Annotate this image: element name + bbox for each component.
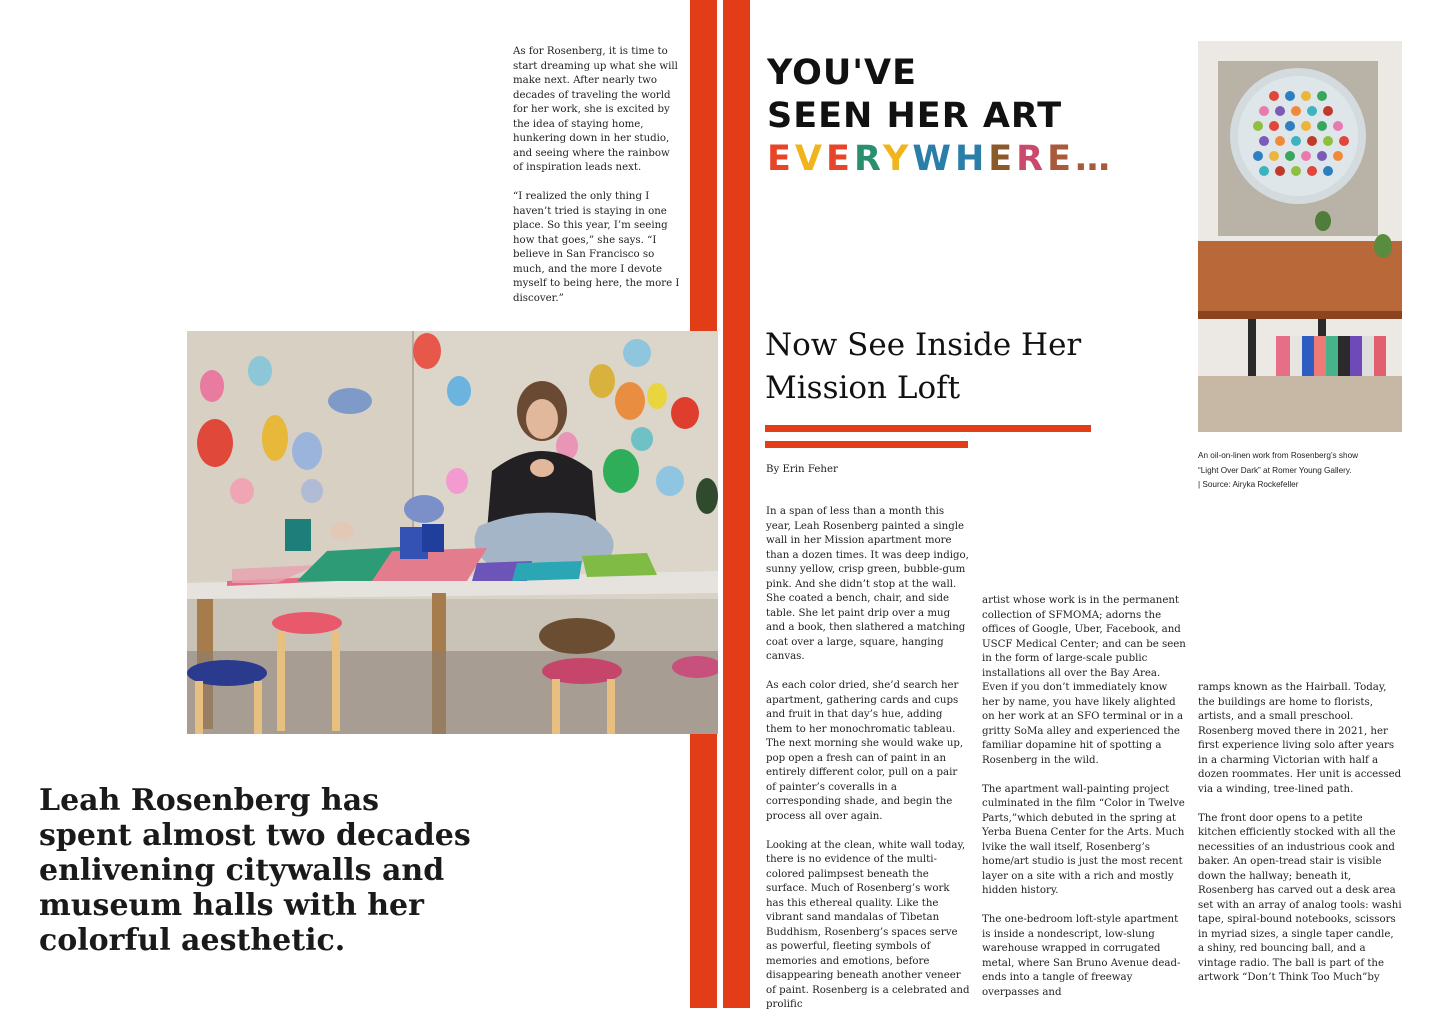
headline-letter: R (853, 139, 883, 179)
article-paragraph: The apartment wall-painting project culminated in the film “Color in Twelve Parts,”which debuted in the spring at Yerba Buena Center for the Arts. Much lvike the wall itself, Rosenberg’s home/art studio is just the most recent layer on a site with a rich and mostly hidden history. (982, 783, 1185, 896)
painting-dot (1275, 166, 1285, 176)
painting-dot (1291, 106, 1301, 116)
painting-dot (1285, 91, 1295, 101)
headline-line-3 (767, 138, 1187, 181)
painting-dot (1301, 121, 1311, 131)
article-paragraph: ramps known as the Hairball. Today, the buildings are home to florists, artists, and a small preschool. Rosenberg moved there in 2021, her first experience living solo after years in a charming Victorian with half a dozen roommates. Her unit is accessed via a winding, tree-lined path. (1198, 682, 1402, 795)
headline-letter: H (954, 139, 989, 179)
intro-text-column (513, 45, 681, 321)
headline-line-2: SEEN HER ART (767, 96, 1063, 136)
painting-dot (1323, 166, 1333, 176)
painting-dot (1317, 91, 1327, 101)
painting-dot (1275, 106, 1285, 116)
painting-dot (1333, 151, 1343, 161)
article-paragraph: Looking at the clean, white wall today, there is no evidence of the multi-colored palimpsest beneath the surface. Much of Rosenberg’s work has this ethereal quality. Like the vibrant sand mandalas of Tibetan Buddhism, Rosenberg’s spaces serve as powerful, fleeting symbols of memories and emotions, before disappearing beneath another veneer of paint. Rosenberg is a celebrated and prolific (766, 839, 970, 1010)
caption-line: “Light Over Dark” at Romer Young Gallery. (1198, 465, 1352, 475)
intro-paragraph: “I realized the only thing I haven’t tried is staying in one place. So this year, I’m seeing how that goes,” she says. “I believe in San Francisco so much, and the more I devote myself to being here, the more I discover.” (513, 191, 680, 304)
painting-dot (1323, 136, 1333, 146)
article-column-1 (766, 505, 970, 1027)
painting-dot (1285, 151, 1295, 161)
painting-dot (1301, 91, 1311, 101)
caption-line: An oil-on-linen work from Rosenberg’s show (1198, 451, 1359, 460)
article-column-2 (982, 594, 1186, 1015)
painting-dot (1269, 91, 1279, 101)
subhead-rule-long (765, 425, 1091, 432)
painting-dot (1253, 121, 1263, 131)
painting-dot (1259, 106, 1269, 116)
intro-paragraph: As for Rosenberg, it is time to start dreaming up what she will make next. After nearly two decades of traveling the world for her work, she is excited by the idea of staying home, hunkering down in her studio, and seeing where the rainbow of inspiration leads next. (513, 46, 678, 173)
painting-dot (1259, 166, 1269, 176)
article-paragraph: artist whose work is in the permanent collection of SFMOMA; adorns the offices of Google, Uber, Facebook, and USCF Medical Center; and can be seen in the form of large-scale public installations all over the Bay Area. Even if you don’t immediately know her by name, you have likely alighted on her work at an SFO terminal or in a gritty SoMa alley and experienced the familiar dopamine hit of spotting a Rosenberg in the wild. (982, 595, 1186, 766)
headline-letter: E (826, 139, 854, 179)
headline-letter: R (1016, 139, 1048, 179)
article-paragraph: In a span of less than a month this year, Leah Rosenberg painted a single wall in her Mission apartment more than a dozen times. It was deep indigo, sunny yellow, crisp green, bubble-gum pink. And she didn’t stop at the wall. She coated a bench, chair, and side table. She let paint drip over a mug and a book, then slathered a matching coat over a large, square, hanging canvas. (766, 506, 969, 662)
painting-dot (1275, 136, 1285, 146)
article-paragraph: As each color dried, she’d search her apartment, gathering cards and cups and fruit in that day’s hue, adding them to her monochromatic tableau. The next morning she would wake up, pop open a fresh can of paint in an entirely different color, pull on a pair of painter’s coveralls in a corresponding shade, and begin the process all over again. (766, 680, 964, 822)
painting-dot (1301, 151, 1311, 161)
headline-letter: V (794, 139, 827, 179)
subhead-rule-short (765, 441, 968, 448)
painting-dot (1339, 136, 1349, 146)
headline-letter: Y (882, 139, 913, 179)
headline-letter: … (1075, 139, 1115, 179)
painting-dot (1307, 136, 1317, 146)
headline-letter: E (767, 139, 795, 179)
article-paragraph: The one-bedroom loft-style apartment is inside a nondescript, low-slung warehouse wrapped in corrugated metal, where San Bruno Avenue dead-ends into a tangle of freeway overpasses and (982, 914, 1181, 998)
left-spine-bar (690, 0, 717, 331)
display-headline (767, 52, 1187, 181)
painting-dot (1307, 106, 1317, 116)
article-column-3 (1198, 681, 1402, 1000)
painting-dot (1291, 166, 1301, 176)
byline: By Erin Feher (766, 464, 838, 475)
caption-line: | Source: Airyka Rockefeller (1198, 480, 1299, 489)
painting-dot (1307, 166, 1317, 176)
artist-portrait-photo (187, 331, 718, 734)
painting-dot (1269, 121, 1279, 131)
article-paragraph: The front door opens to a petite kitchen efficiently stocked with all the necessities of an industrious cook and baker. An open-tread stair is visible down the hallway; beneath it, Rosenberg has carved out a desk area set with an array of analog tools: washi tape, spiral-bound notebooks, scissors in myriad sizes, a single taper candle, a shiny, red bouncing ball, and a vintage radio. The ball is part of the artwork “Don’t Think Too Much”by (1198, 812, 1402, 983)
painting-dot (1269, 151, 1279, 161)
painting-dot (1323, 106, 1333, 116)
photo-caption (1198, 449, 1428, 493)
headline-letter: E (1047, 139, 1076, 179)
headline-line-1: YOU'VE (767, 53, 917, 93)
painting-dot (1253, 151, 1263, 161)
headline-letter: W (912, 139, 955, 179)
painting-dot (1285, 121, 1295, 131)
painting-dot (1317, 121, 1327, 131)
left-spine-bar-lower (690, 734, 717, 1008)
headline-letter: E (988, 139, 1017, 179)
painting-dot (1333, 121, 1343, 131)
painting-dot (1317, 151, 1327, 161)
painting-dot (1291, 136, 1301, 146)
artwork-room-photo (1198, 41, 1402, 432)
article-subhead: Now See Inside Her Mission Loft (765, 327, 1082, 406)
painting-dot (1259, 136, 1269, 146)
right-spine-bar (723, 0, 750, 1008)
pull-quote: Leah Rosenberg has spent almost two decades enlivening citywalls and museum halls with her colorful aesthetic. (39, 783, 471, 958)
